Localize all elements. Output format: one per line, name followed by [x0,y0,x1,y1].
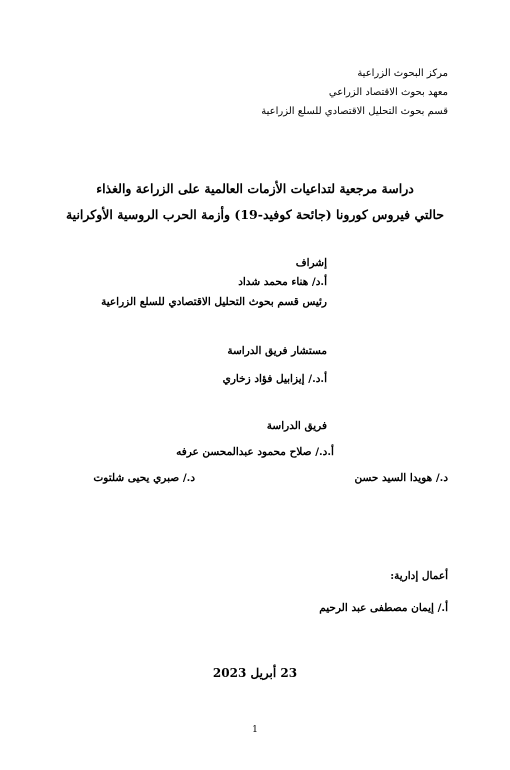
document-date: 23 أبريل 2023 [212,666,298,680]
title-line-2: حالتي فيروس كورونا (جائحة كوفيد-19) وأزمة الحرب الروسية الأوكرانية [65,207,445,222]
team-lead-name: أ.د./ صلاح محمود عبدالمحسن عرفه [176,446,334,458]
team-member-2: د./ صبري يحيى شلتوت [93,472,195,484]
admin-heading: أعمال إدارية: [390,570,448,582]
consultant-name: أ.د./ إيزابيل فؤاد زخاري [222,373,327,385]
supervisor-role: رئيس قسم بحوث التحليل الاقتصادي للسلع الزراعية [101,296,327,308]
team-heading: فريق الدراسة [266,420,327,432]
supervision-heading: إشراف [295,257,327,269]
team-member-1: د./ هويدا السيد حسن [354,472,448,484]
department-name: قسم بحوث التحليل الاقتصادي للسلع الزراعية [261,106,448,117]
title-line-1: دراسة مرجعية لتداعيات الأزمات العالمية على الزراعة والغذاء [96,181,414,196]
study-title [0,176,510,228]
supervisor-name: أ.د/ هناء محمد شداد [238,276,327,288]
institution-header [261,64,448,121]
research-center-name: مركز البحوث الزراعية [357,68,448,79]
consultant-heading: مستشار فريق الدراسة [227,345,327,357]
admin-name: أ./ إيمان مصطفى عبد الرحيم [319,602,448,614]
institute-name: معهد بحوث الاقتصاد الزراعي [328,87,448,98]
page-number: 1 [252,725,258,735]
